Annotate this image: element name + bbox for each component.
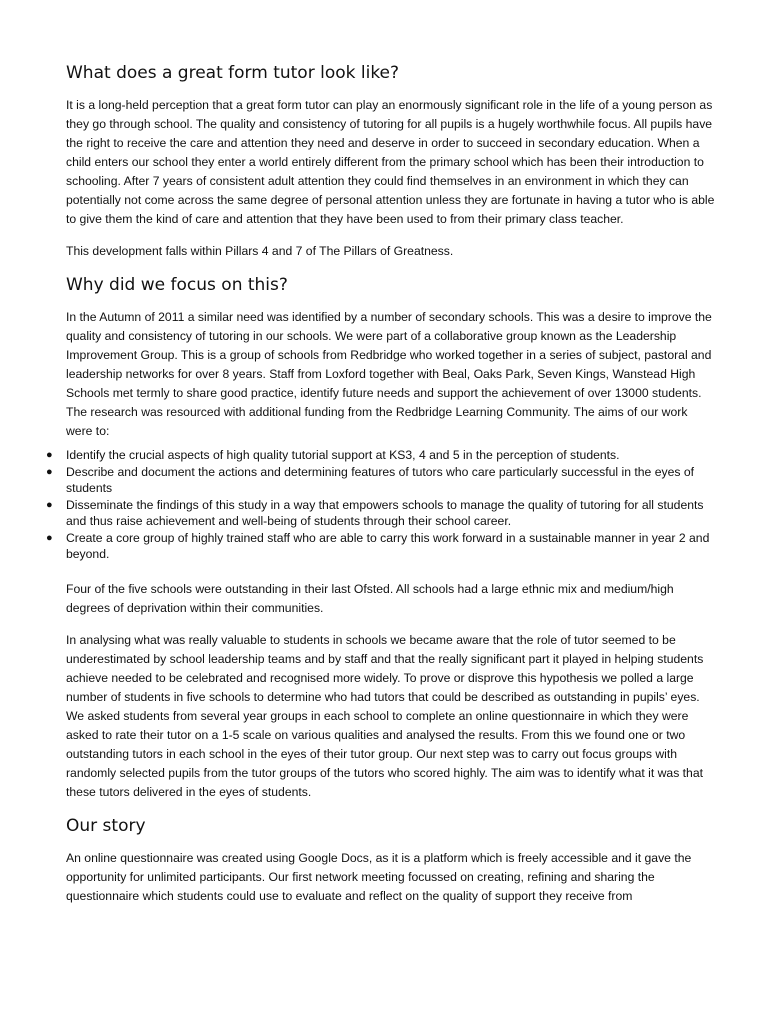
section-heading-why-focus: Why did we focus on this? [66,275,288,295]
background-paragraph: In the Autumn of 2011 a similar need was identified by a number of secondary schools. This was a desire to improve the quality and consistency of tutoring in our schools. We were part of a collaborative group known as the Leadership Improvement Group. This is a group of schools from Redbridge who worked together in a series of subject, pastoral and leadership networks for over 8 years. Staff from Loxford together with Beal, Oaks Park, Seven Kings, Wanstead High Schools met termly to share good practice, identify future needs and support the achievement of over 13000 students. The research was resourced with additional funding from the Redbridge Learning Community. The aims of our work were to: [66,310,712,438]
list-item-text: Create a core group of highly trained staff who are able to carry this work forward in a sustainable manner in year 2 and beyond. [66,530,710,561]
aims-list [46,447,716,563]
list-item-text: Identify the crucial aspects of high quality tutorial support at KS3, 4 and 5 in the perception of students. [66,448,620,462]
analysis-paragraph: In analysing what was really valuable to students in schools we became aware that the role of tutor seemed to be underestimated by school leadership teams and by staff and that the really significant part it played in helping students achieve needed to be celebrated and recognised more widely. To prove or disprove this hypothesis we polled a large number of students in five schools to determine who had tutors that could be described as outstanding in pupils’ eyes. We asked students from several year groups in each school to complete an online questionnaire in which they were asked to rate their tutor on a 1-5 scale on various qualities and analysed the results. From this we found one or two outstanding tutors in each school in the eyes of their tutor group. Our next step was to carry out focus groups with randomly selected pupils from the tutor groups of the tutors who scored highly. The aim was to identify what it was that these tutors delivered in the eyes of students. [66,632,704,799]
bullet-icon: ● [46,449,53,461]
bullet-icon: ● [46,531,53,544]
list-item [46,497,716,530]
intro-paragraph: It is a long-held perception that a great form tutor can play an enormously significant role in the life of a young person as they go through school. The quality and consistency of tutoring for all pupils is a hugely worthwhile focus. All pupils have the right to receive the care and attention they need and deserve in order to succeed in secondary education. When a child enters our school they enter a world entirely different from the primary school which has been their introduction to schooling. After 7 years of consistent adult attention they could find themselves in an environment in which they can potentially not come across the same degree of personal attention unless they are fortunate in having a tutor who is able to give them the kind of care and attention that they have been used to from their primary class teacher. [66,98,715,226]
list-item-text: Disseminate the findings of this study in a way that empowers schools to manage the quality of tutoring for all students and thus raise achievement and well-being of students through their school career. [66,497,704,528]
section-heading-great-form-tutor: What does a great form tutor look like? [66,63,400,83]
section-heading-our-story: Our story [66,815,146,836]
list-item [46,447,716,464]
ofsted-paragraph: Four of the five schools were outstanding in their last Ofsted. All schools had a large ethnic mix and medium/high degrees of deprivation within their communities. [66,581,674,615]
bullet-icon: ● [46,498,53,511]
pillars-paragraph: This development falls within Pillars 4 and 7 of The Pillars of Greatness. [66,244,454,258]
list-item [46,464,716,497]
list-item [46,530,716,563]
story-paragraph: An online questionnaire was created using Google Docs, as it is a platform which is freely accessible and it gave the opportunity for unlimited participants. Our first network meeting focussed on creating, refining and sharing the questionnaire which students could use to evaluate and reflect on the quality of support they receive from [66,850,692,903]
list-item-text: Describe and document the actions and determining features of tutors who care particularly successful in the eyes of students [66,464,694,495]
bullet-icon: ● [46,465,53,478]
